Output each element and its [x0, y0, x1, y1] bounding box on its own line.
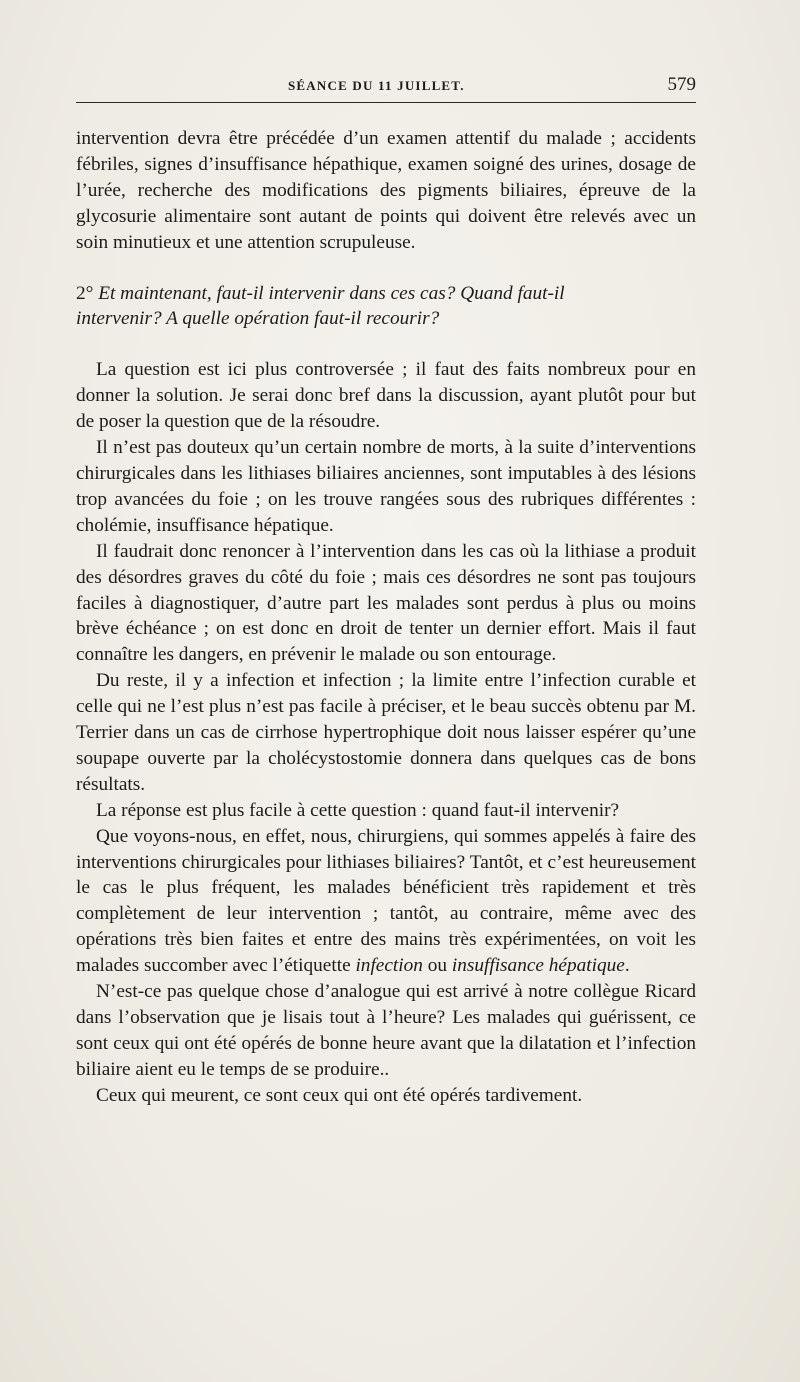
- paragraph-continuation: intervention devra être précédée d’un examen attentif du malade ; accidents fébriles, signes d’insuffisance hépathique, examen soigné des urines, dosage de l’urée, recherche des modifications des pigments biliaires, épreuve de la glycosurie alimentaire sont autant de points qui doivent être relevés avec un soin minutieux et une attention scrupuleuse.: [76, 128, 696, 253]
- paragraph: La question est ici plus controversée ; il faut des faits nombreux pour en donner la solution. Je serai donc bref dans la discussion, ayant plutôt pour but de poser la question que de la résoudre.: [76, 359, 696, 433]
- header-rule: [76, 102, 696, 103]
- italic-term: insuffisance hépatique: [451, 955, 625, 977]
- paragraph: Il faudrait donc renoncer à l’intervention dans les cas où la lithiase a produit des désordres graves du côté du foie ; mais ces désordres ne sont pas toujours faciles à diagnostiquer, d’autre part les malades sont perdus à plus ou moins brève échéance ; on est donc en droit de tenter un dernier effort. Mais il faut connaître les dangers, en prévenir le malade ou son entourage.: [76, 540, 696, 666]
- section-heading-line-2: intervenir? A quelle opération faut-il recourir?: [76, 308, 440, 330]
- paragraph-text: .: [624, 955, 630, 977]
- body-text: [76, 126, 696, 1109]
- paragraph: N’est-ce pas quelque chose d’analogue qui est arrivé à notre collègue Ricard dans l’observation que je lisais tout à l’heure? Les malades qui guérissent, ce sont ceux qui ont été opérés de bonne heure avant que la dilatation et l’infection biliaire aient eu le temps de se produire..: [76, 981, 696, 1080]
- running-header: [76, 74, 696, 100]
- page-number: 579: [667, 74, 696, 95]
- spacer: [76, 256, 696, 281]
- paragraph-text: Que voyons-nous, en effet, nous, chirurgiens, qui sommes appelés à faire des interventions chirurgicales pour lithiases biliaires? Tantôt, et c’est heureusement le cas le plus fréquent, les malades bénéficient très rapidement et très complètement de leur intervention ; tantôt, au contraire, même avec des opérations très bien faites et entre des mains très expérimentées, on voit les malades succomber avec l’étiquette: [76, 825, 696, 977]
- paragraph: Du reste, il y a infection et infection ; la limite entre l’infection curable et celle qui ne l’est plus n’est pas facile à préciser, et le beau succès obtenu par M. Terrier dans un cas de cirrhose hypertrophique doit nous laisser espérer qu’une soupape ouverte par la cholécystostomie donnera dans quelques cas de bons résultats.: [76, 670, 696, 795]
- heading-text-1: Et maintenant, faut-il intervenir dans ces cas? Quand faut-il: [98, 282, 565, 304]
- paragraph: [76, 824, 696, 979]
- paragraph-text: ou: [422, 955, 452, 977]
- paragraph: Il n’est pas douteux qu’un certain nombre de morts, à la suite d’interventions chirurgicales dans les lithiases biliaires anciennes, sont imputables à des lésions trop avancées du foie ; on les trouve rangées sous des rubriques différentes : cholémie, insuffisance hépatique.: [76, 437, 696, 536]
- italic-term: infection: [355, 955, 423, 977]
- paragraph: Ceux qui meurent, ce sont ceux qui ont été opérés tardivement.: [96, 1084, 583, 1106]
- section-number: 2°: [76, 282, 94, 304]
- spacer: [76, 332, 696, 357]
- section-heading-line-1: [76, 281, 696, 307]
- header-title: SÉANCE DU 11 JUILLET.: [288, 78, 465, 93]
- paragraph: La réponse est plus facile à cette question : quand faut-il intervenir?: [96, 799, 620, 821]
- section-heading: [76, 281, 696, 333]
